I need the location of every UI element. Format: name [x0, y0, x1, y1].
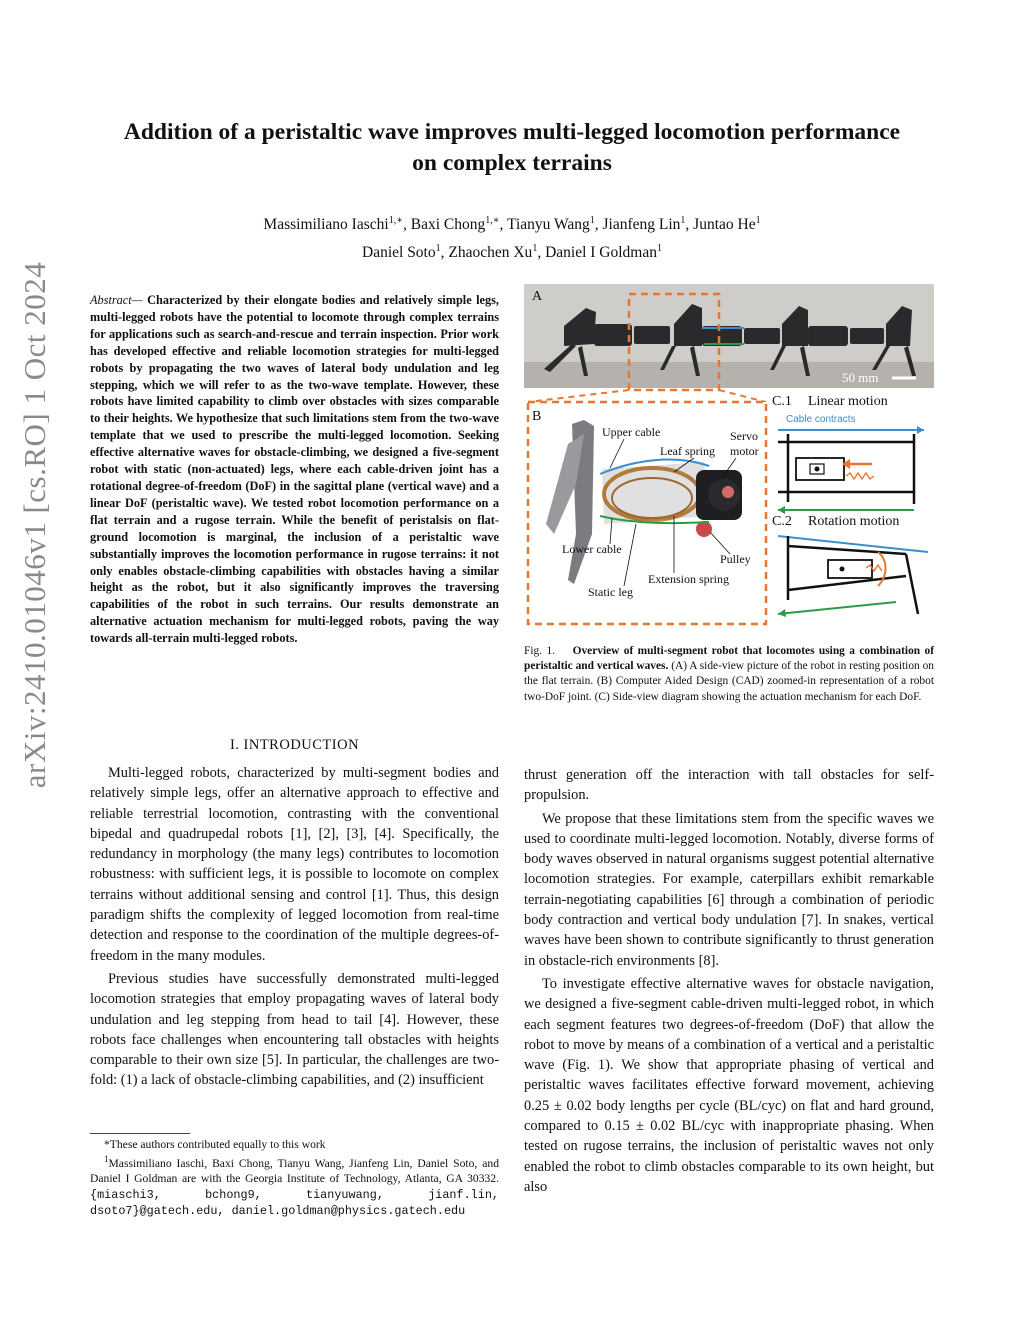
label-upper-cable: Upper cable: [602, 425, 661, 439]
label-leaf-spring: Leaf spring: [660, 444, 715, 458]
author-affiliation-mark: 1: [755, 215, 761, 226]
intro-paragraph-3: We propose that these limitations stem from the specific waves we used to coordinate multi-legged locomotion. Notably, diverse forms of body waves observed in natural organisms suggest potential alternative locomotion strategies. For example, caterpillars exhibit remarkable terrain-negotiating capabilities [6] through a combination of periodic body contraction and vertical body undulation [7]. In snakes, vertical waves have been shown to contribute significantly to thrust generation in obstacle-rich environments [8].: [524, 810, 934, 969]
footnote-divider: [90, 1133, 190, 1134]
footnote-equal-contribution: *These authors contributed equally to this work: [104, 1138, 326, 1151]
panel-a-label: A: [532, 289, 543, 304]
caption-bold: Overview of multi-segment robot that locomotes using a combination of peristaltic and vertical waves.: [524, 645, 934, 673]
c2-diagram: [778, 536, 928, 617]
c1-diagram: [778, 426, 924, 514]
author-name: Daniel I Goldman: [545, 244, 657, 262]
left-column-body: [90, 763, 499, 1091]
panel-b-label: B: [532, 409, 542, 424]
c1-title: C.1: [772, 394, 792, 409]
footnote-emails: {miaschi3, bchong9, tianyuwang, jianf.lin, dsoto7}@gatech.edu, daniel.goldman@physics.gatech.edu: [90, 1187, 499, 1219]
author-affiliation-mark: 1,∗: [485, 215, 500, 226]
label-servo: Servo: [730, 429, 758, 443]
author-affiliation-mark: 1: [589, 215, 595, 226]
label-motor: motor: [730, 444, 759, 458]
author-block: [110, 209, 914, 265]
zoom-line-right: [719, 390, 766, 402]
c2-title: C.2: [772, 514, 792, 529]
intro-continuation: thrust generation off the interaction with tall obstacles for self-propulsion.: [524, 767, 934, 804]
c2-label: Rotation motion: [808, 514, 900, 529]
paper-title: Addition of a peristaltic wave improves multi-legged locomotion performance on complex terrains: [123, 119, 901, 176]
author-name: Zhaochen Xu: [448, 244, 533, 262]
author-affiliation-mark: 1: [435, 243, 441, 255]
scale-bar-label: 50 mm: [842, 370, 879, 385]
arxiv-sidebar-id: arXiv:2410.01046v1 [cs.RO] 1 Oct 2024: [17, 261, 52, 789]
intro-paragraph-1: Multi-legged robots, characterized by multi-segment bodies and relatively simple legs, offer an alternative approach to effective and reliable terrestrial locomotion, contrasting with the conventional bipedal and quadrupedal robots [1], [2], [3], [4]. Specifically, the redundancy in morphology (the many legs) contributes to locomotion robustness: with sufficient legs, it is possible to locomote on complex terrains without additional sensing and control [1]. Thus, this design paradigm shifts the complexity of legged locomotion from real-time detection and response to the coordination of the multiple degrees-of-freedom in the many modules.: [90, 765, 499, 964]
c1-label: Linear motion: [808, 394, 888, 409]
intro-paragraph-4: To investigate effective alternative waves for obstacle navigation, we designed a five-segment cable-driven multi-legged robot, in which each segment features two degrees-of-freedom (DoF) that allow the robot to move by means of a combination of a vertical and a peristaltic wave (Fig. 1). We show that appropriate phasing of vertical and peristaltic waves facilitates effective forward movement, achieving 0.25 ± 0.02 body lengths per cycle (BL/cyc) on flat and hard ground, compared to 0.15 ± 0.02 BL/cyc with inappropriate phasing. When tested on rugose terrains, the inclusion of peristaltic waves not only enabled the robot to climb obstacles comparable to its own height, but also: [524, 975, 934, 1195]
footnotes: [90, 1137, 499, 1219]
right-column-body: [524, 765, 934, 1197]
intro-paragraph-2: Previous studies have successfully demonstrated multi-legged locomotion strategies that employ propagating waves of lateral body undulation and leg stepping from head to tail [4]. However, these robots face challenges when encountering tall obstacles with heights comparable to their own size [5]. In particular, the challenges are two-fold: (1) a lack of obstacle-climbing capabilities, and (2) insufficient: [90, 970, 499, 1089]
authors-line-1: Massimiliano Iaschi$^{1,∗}$, Baxi Chong$^{1,∗}$, Tianyu Wang$^1$, Jianfeng Lin$^1$, Juntao He$^1$: [263, 215, 761, 234]
caption-label: Fig. 1.: [524, 645, 555, 657]
author-name: Jianfeng Lin: [602, 216, 681, 234]
author-affiliation-mark: 1: [656, 243, 662, 255]
author-name: Daniel Soto: [362, 244, 436, 262]
author-affiliation-mark: 1,∗: [388, 215, 403, 226]
figure-1: [524, 284, 934, 630]
label-extension-spring: Extension spring: [648, 572, 729, 586]
footnote-affiliation: $^1$Massimiliano Iaschi, Baxi Chong, Tianyu Wang, Jianfeng Lin, Daniel Soto, and Daniel I Goldman are with the Georgia Institute of Technology, Atlanta, GA 30332. {miaschi3, bchong9, tianyuwang, jianf.lin, dsoto7}@gatech.edu, daniel.goldman@physics.gatech.edu: [90, 1154, 499, 1219]
author-name: Tianyu Wang: [507, 216, 590, 234]
label-lower-cable: Lower cable: [562, 542, 622, 556]
c1-cable-note: Cable contracts: [786, 414, 856, 425]
author-name: Baxi Chong: [410, 216, 486, 234]
label-pulley: Pulley: [720, 552, 751, 566]
author-affiliation-mark: 1: [532, 243, 538, 255]
caption-rest: (A) A side-view picture of the robot in resting position on the flat terrain. (B) Computer Aided Design (CAD) zoomed-in representation of a robot two-DoF joint. (C) Side-view diagram showing the actuation mechanism for each DoF.: [524, 660, 934, 703]
abstract-text: Characterized by their elongate bodies and relatively simple legs, multi-legged robots have the potential to locomote through complex terrains for applications such as search-and-rescue and terrain inspection. Prior work has developed effective and reliable locomotion strategies for multi-legged robots by propagating the two waves of lateral body undulation and leg stepping, which we will refer to as the two-wave template. However, these robots have limited capability to climb over obstacles with sizes comparable to their heights. We hypothesize that such limitations stem from the two-wave template that we used to prescribe the multi-legged locomotion. Seeking effective alternative waves for obstacle-climbing, we designed a five-segment robot with static (non-actuated) legs, where each cable-driven joint has a rotational degree-of-freedom (DoF) in the sagittal plane (vertical wave) and a linear DoF (peristaltic wave). We tested robot locomotion performance on a flat terrain and a rugose terrain. While the benefit of peristalsis on flat-ground locomotion is marginal, the inclusion of a peristaltic wave substantially improves the locomotion performance in rugose terrains: it not only enables obstacle-climbing capabilities with obstacles having a similar height as the robot, but it also significantly improves the traversing capabilities of the robot in such terrains. Our results demonstrate an alternative actuation mechanism for multi-legged robots, paving the way towards all-terrain multi-legged robots.: [90, 293, 500, 646]
authors-line-2: Daniel Soto$^1$, Zhaochen Xu$^1$, Daniel I Goldman$^1$: [362, 243, 662, 262]
section-heading: I. INTRODUCTION: [229, 737, 360, 753]
author-affiliation-mark: 1: [680, 215, 686, 226]
abstract-label: Abstract: [90, 293, 132, 307]
figure-caption: [524, 644, 934, 705]
label-static-leg: Static leg: [588, 585, 633, 599]
zoom-line-left: [528, 390, 629, 402]
abstract: Abstract— Characterized by their elongate bodies and relatively simple legs, multi-legged robots have the potential to locomote through complex terrains for applications such as search-and-rescue and terrain inspection. Prior work has developed effective and reliable locomotion strategies for multi-legged robots by propagating the two waves of lateral body undulation and leg stepping, which we will refer to as the two-wave template. However, these robots have limited capability to climb over obstacles with sizes comparable to their heights. We hypothesize that such limitations stem from the two-wave template that we used to prescribe the multi-legged locomotion. Seeking effective alternative waves for obstacle-climbing, we designed a five-segment robot with static (non-actuated) legs, where each cable-driven joint has a rotational degree-of-freedom (DoF) in the sagittal plane (vertical wave) and a linear DoF (peristaltic wave). We tested robot locomotion performance on a flat terrain and a rugose terrain. While the benefit of peristalsis on flat-ground locomotion is marginal, the inclusion of a peristaltic wave substantially improves the locomotion performance in rugose terrains: it not only enables obstacle-climbing capabilities with obstacles having a similar height as the robot, but it also significantly improves the traversing capabilities of the robot in such terrains. Our results demonstrate an alternative actuation mechanism for multi-legged robots, paving the way towards all-terrain multi-legged robots.: [90, 293, 500, 646]
author-name: Massimiliano Iaschi: [263, 216, 389, 234]
author-name: Juntao He: [693, 216, 756, 234]
